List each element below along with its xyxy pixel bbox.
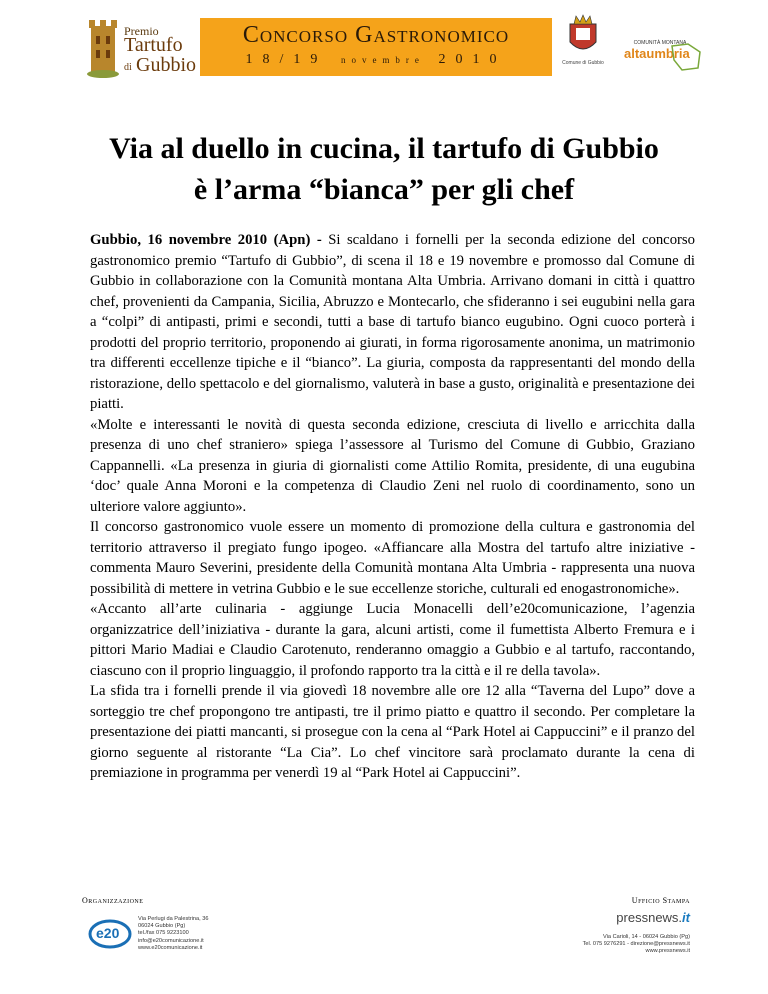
comunita-montana-logo bbox=[614, 36, 706, 76]
banner-days: 18/19 bbox=[245, 52, 328, 67]
footer-ufficio-stampa bbox=[570, 896, 690, 966]
press-contact-line: Tel. 075 9276291 - direzione@pressnews.it bbox=[582, 941, 690, 948]
org-website-line[interactable]: www.e20comunicazione.it bbox=[138, 944, 203, 951]
pressnews-logo bbox=[616, 910, 690, 925]
dateline: Gubbio, 16 novembre 2010 (Apn) - bbox=[90, 232, 322, 248]
concorso-banner bbox=[200, 18, 552, 76]
title-line-1: Via al duello in cucina, il tartufo di Gubbio bbox=[109, 132, 659, 165]
e20-logo-text: e20 bbox=[96, 925, 120, 941]
paragraph-1-text: Si scaldano i fornelli per la seconda edizione del concorso gastronomico premio “Tartufo di Gubbio”, di scena il 18 e 19 novembre e promosso dal Comune di Gubbio in collaborazione con la Comunità montana Alta Umbria. Arrivano domani in città i quattro chef, provenienti da Campania, Sicilia, Abruzzo e Montecarlo, che sfideranno i sei eugubini nella gara a “colpi” di antipasti, primi e secondi, tutti a base di tartufo bianco eugubino. Ogni cuoco porterà i prodotti del proprio territorio, proponendo ai giurati, in forma rigorosamente anonima, un matrimonio tra differenti eccellenze tipiche e il “bianco”. La giuria, composta da rappresentanti del mondo della ristorazione, dello spettacolo e del giornalismo, valuterà in base a gusto, originalità e presentazione dei piatti. bbox=[90, 232, 695, 412]
paragraph-2: «Molte e interessanti le novità di questa seconda edizione, cresciuta di livello e arricchita dalla presenza di uno chef straniero» spiega l’assessore al Turismo del Comune di Gubbio, Graziano Cappannelli. «La presenza in giuria di giornalisti come Attilio Romita, presidente, di una eugubina ‘doc’ quale Anna Moroni e la competenza di Claudio Zeni nel ruolo di coordinamento, sono un ulteriore valore aggiunto». bbox=[90, 416, 695, 515]
gubbio-crest-icon bbox=[566, 14, 600, 58]
pressnews-brand: pressnews. bbox=[616, 910, 683, 925]
logo-tartufo: Tartufo bbox=[124, 34, 183, 56]
logo-premio: Premio bbox=[124, 24, 159, 38]
banner-dates bbox=[200, 52, 552, 68]
ufficio-stampa-label: Ufficio Stampa bbox=[631, 896, 690, 905]
paragraph-1 bbox=[90, 230, 695, 415]
org-city-line: 06024 Gubbio (Pg) bbox=[138, 923, 186, 930]
logo-gubbio: Gubbio bbox=[136, 54, 196, 76]
page-header bbox=[0, 0, 768, 100]
banner-year: 2010 bbox=[438, 52, 507, 67]
paragraph-3: Il concorso gastronomico vuole essere un momento di promozione della cultura e gastronomia del territorio attraverso il pregiato fungo ipogeo. «Affiancare alla Mostra del tartufo altre iniziative - commenta Mauro Severini, presidente della Comunità montana Alta Umbria - rappresenta una nuova possibilità di mettere in vetrina Gubbio e le sue eccellenze storiche, culturali ed enogastronomiche». bbox=[90, 519, 695, 597]
umbria-map-icon bbox=[668, 42, 704, 72]
press-address-line: Via Carioli, 14 - 06024 Gubbio (Pg) bbox=[603, 934, 690, 940]
paragraph-5: La sfida tra i fornelli prende il via giovedì 18 novembre alle ore 12 alla “Taverna del Lupo” dove a sorteggio tre chef propongono tre antipasti, tre il primo piatto e quattro il secondo. Per completare la presentazione dei piatti mancanti, si prosegue con la cena al “Park Hotel ai Cappuccini” e il pranzo del giorno seguente al ristorante “La Cia”. Lo chef vincitore sarà proclamato durante la cena di premiazione in programma per venerdì 19 al “Park Hotel ai Cappuccini”. bbox=[90, 683, 695, 781]
footer-organizzazione bbox=[82, 896, 232, 966]
tower-icon bbox=[83, 16, 123, 78]
page-title bbox=[60, 128, 708, 210]
banner-title: Concorso Gastronomico bbox=[242, 22, 510, 48]
article-body bbox=[90, 230, 695, 784]
organizzazione-address bbox=[138, 916, 238, 952]
crest-label: Comune di Gubbio bbox=[562, 60, 604, 66]
press-website-line[interactable]: www.pressnews.it bbox=[645, 948, 690, 955]
org-phone-line: tel./fax 075 9223100 bbox=[138, 930, 189, 937]
organizzazione-label: Organizzazione bbox=[82, 896, 144, 905]
premio-tartufo-logo bbox=[80, 10, 195, 92]
comunita-line1: COMUNITÀ MONTANA bbox=[633, 40, 687, 46]
org-address-line: Via Perlugi da Palestrina, 36 bbox=[138, 916, 209, 922]
ufficio-stampa-address bbox=[570, 934, 690, 956]
pressnews-tld: it bbox=[682, 910, 690, 925]
title-line-2: è l’arma “bianca” per gli chef bbox=[193, 173, 575, 206]
logo-di: di bbox=[124, 62, 132, 73]
paragraph-4: «Accanto all’arte culinaria - aggiunge Lucia Monacelli dell’e20comunicazione, l’agenzia organizzatrice dell’iniziativa - durante la gara, alcuni artisti, come il fumettista Alberto Fremura e i pittori Mario Madiai e Claudio Carotenuto, renderanno omaggio a Gubbio e al tartufo, raccontando, ciascuno con il proprio linguaggio, il profondo rapporto tra la città e il re della tavola». bbox=[90, 601, 695, 679]
comunita-line2: altaumbria bbox=[624, 46, 690, 61]
banner-month: novembre bbox=[340, 55, 425, 65]
org-email-line[interactable]: info@e20comunicazione.it bbox=[138, 937, 204, 944]
